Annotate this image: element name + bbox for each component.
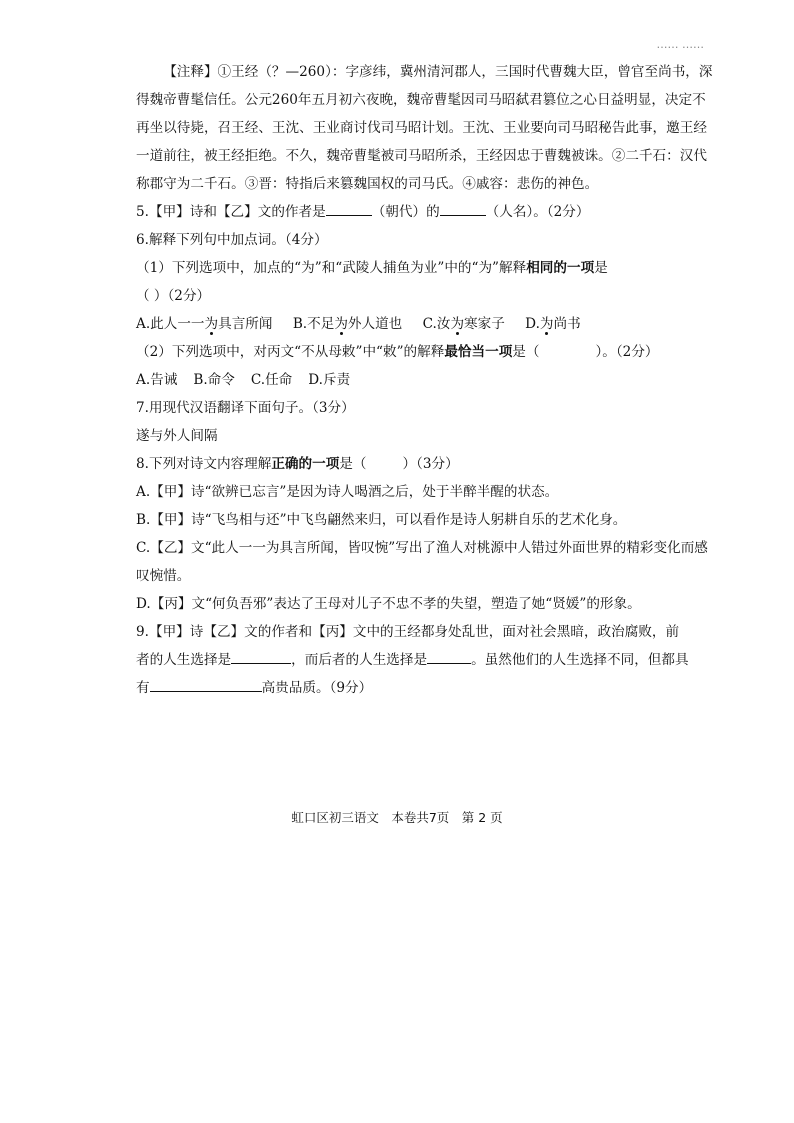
question-9-line2: 者的人生选择是 ，而后者的人生选择是 。虽然他们的人生选择不同，但都具 [136,646,716,674]
question-6-title: 6.解释下列句中加点词。（4分） [136,232,328,248]
q9-latter-choice-blank[interactable] [427,649,471,664]
q6-sub2-option-c[interactable]: C.任命 [250,372,293,388]
q6-sub1-bold: 相同的一项 [526,260,595,276]
question-9-line1: 9.【甲】诗【乙】文的作者和【丙】文中的王经都身处乱世，面对社会黑暗，政治腐败，前 [136,624,680,640]
q7-sentence: 遂与外人间隔 [136,428,218,444]
q8-option-c[interactable]: C.【乙】文“此人一一为具言所闻，皆叹惋”写出了渔人对桃源中人错过外面世界的精彩变化而感叹惋惜。 [136,540,708,584]
q6-sub1-option-b[interactable]: B.不足为外人道也 [292,316,403,332]
q6-sub2-paren-close: ）。（2分） [595,344,659,360]
q6-sub1-option-c[interactable]: C.汝为寒家子 [422,316,505,332]
q6-sub2-option-d[interactable]: D.斥责 [308,372,351,388]
q6-sub2-options [136,366,716,394]
page-footer: 虹口区初三语文 本卷共7页 第 2 页 [291,810,503,825]
q5-part2: （朝代）的 [371,204,440,220]
question-5 [136,198,716,226]
q6-sub1-option-a[interactable]: A.此人一一为具言所闻 [136,316,273,332]
q8-option-a[interactable]: A.【甲】诗“欲辨已忘言”是因为诗人喝酒之后，处于半醉半醒的状态。 [136,484,559,500]
q9-former-choice-blank[interactable] [231,649,291,664]
question-9-line3: 有 高贵品质。（9分） [136,674,716,702]
q6-sub2-bold: 最恰当一项 [444,344,513,360]
q8-option-b[interactable]: B.【甲】诗“飞鸟相与还”中飞鸟翩然来归，可以看作是诗人躬耕自乐的艺术化身。 [136,512,627,528]
q5-author-blank[interactable] [440,201,486,216]
q6-sub1-options [136,310,716,338]
q6-sub1-text: （1）下列选项中，加点的“为”和“武陵人捕鱼为业”中的“为”解释 [136,260,527,276]
q8-title-bold: 正确的一项 [271,456,340,472]
question-8-title: 8.下列对诗文内容理解正确的一项是（ ）（3分） [136,456,459,472]
q6-sub2-option-a[interactable]: A.告诫 [136,372,178,388]
q6-sub1-tail: 是 [594,260,608,276]
q8-option-d[interactable]: D.【丙】文“何负吾邪”表达了王母对儿子不忠不孝的失望，塑造了她“贤媛”的形象。 [136,596,641,612]
question-6-sub1 [136,254,716,282]
q6-sub2-option-b[interactable]: B.命令 [193,372,235,388]
question-6-sub2 [136,338,716,366]
question-7-title: 7.用现代汉语翻译下面句子。（3分） [136,400,355,416]
q6-sub2-text: （2）下列选项中，对丙文“不从母敕”中“敕”的解释 [136,344,445,360]
header-fragment: …… …… [656,38,704,51]
q9-quality-blank[interactable] [150,677,262,692]
q6-sub1-option-d[interactable]: D.为尚书 [525,316,581,332]
q5-dynasty-blank[interactable] [326,201,372,216]
q5-part3: （人名）。（2分） [485,204,590,220]
q6-sub2-paren-open: 是（ [512,344,540,360]
exam-content [136,58,716,702]
q6-sub1-answer-paren[interactable]: （ ）（2分） [136,288,211,304]
annotation-note: 【注释】①王经（？—260）：字彦纬，冀州清河郡人，三国时代曹魏大臣，曾官至尚书，深得魏帝曹髦信任。公元260年五月初六夜晚，魏帝曹髦因司马昭弑君篡位之心日益明显，决定不再坐以待毙，召王经、王沈、王业商讨伐司马昭计划。王沈、王业要向司马昭秘告此事，邀王经一道前往，被王经拒绝。不久，魏帝曹髦被司马昭所杀，王经因忠于曹魏被诛。②二千石：汉代称郡守为二千石。③晋：特指后来篡魏国权的司马氏。④戚容：悲伤的神色。 [136,64,713,192]
q5-part1: 5.【甲】诗和【乙】文的作者是 [136,204,326,220]
